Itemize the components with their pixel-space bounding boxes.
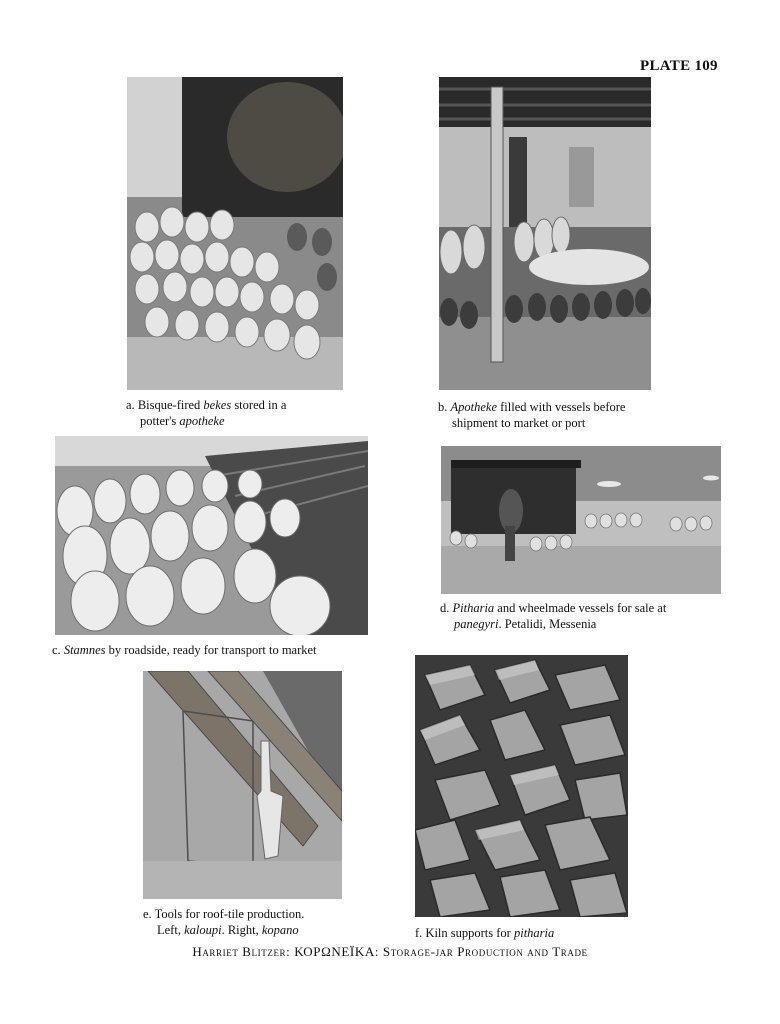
photo-e-tools	[143, 671, 342, 899]
photo-b-image	[439, 77, 651, 390]
photo-a-image	[127, 77, 343, 390]
photo-d-image	[441, 446, 721, 594]
caption-b: b. Apotheke filled with vessels before shipment to market or port	[438, 400, 626, 430]
caption-e: e. Tools for roof-tile production. Left, kaloupi. Right, kopano	[143, 907, 305, 937]
photo-e-image	[143, 671, 342, 899]
footer-subtitle: Storage-jar Production and Trade	[382, 944, 588, 959]
plate-number: PLATE 109	[640, 58, 718, 74]
caption-c: c. Stamnes by roadside, ready for transport to market	[52, 643, 317, 657]
caption-f: f. Kiln supports for pitharia	[415, 926, 555, 940]
photo-f-image	[415, 655, 628, 917]
caption-d: d. Pitharia and wheelmade vessels for sale at panegyri. Petalidi, Messenia	[440, 601, 667, 631]
photo-c-stamnes	[55, 436, 368, 635]
footer-author: Harriet Blitzer	[192, 944, 287, 959]
photo-c-image	[55, 436, 368, 635]
photo-d-pitharia	[441, 446, 721, 594]
caption-a: a. Bisque-fired bekes stored in a potter's apotheke	[126, 398, 287, 428]
running-footer: Harriet Blitzer: ΚΟΡΩΝΕΪΚΑ: Storage-jar Production and Trade	[192, 944, 588, 959]
footer-greek-title: ΚΟΡΩΝΕΪΚΑ	[294, 944, 375, 959]
photo-a-bekes	[127, 77, 343, 390]
photo-f-kiln-supports	[415, 655, 628, 917]
photo-b-apotheke	[439, 77, 651, 390]
